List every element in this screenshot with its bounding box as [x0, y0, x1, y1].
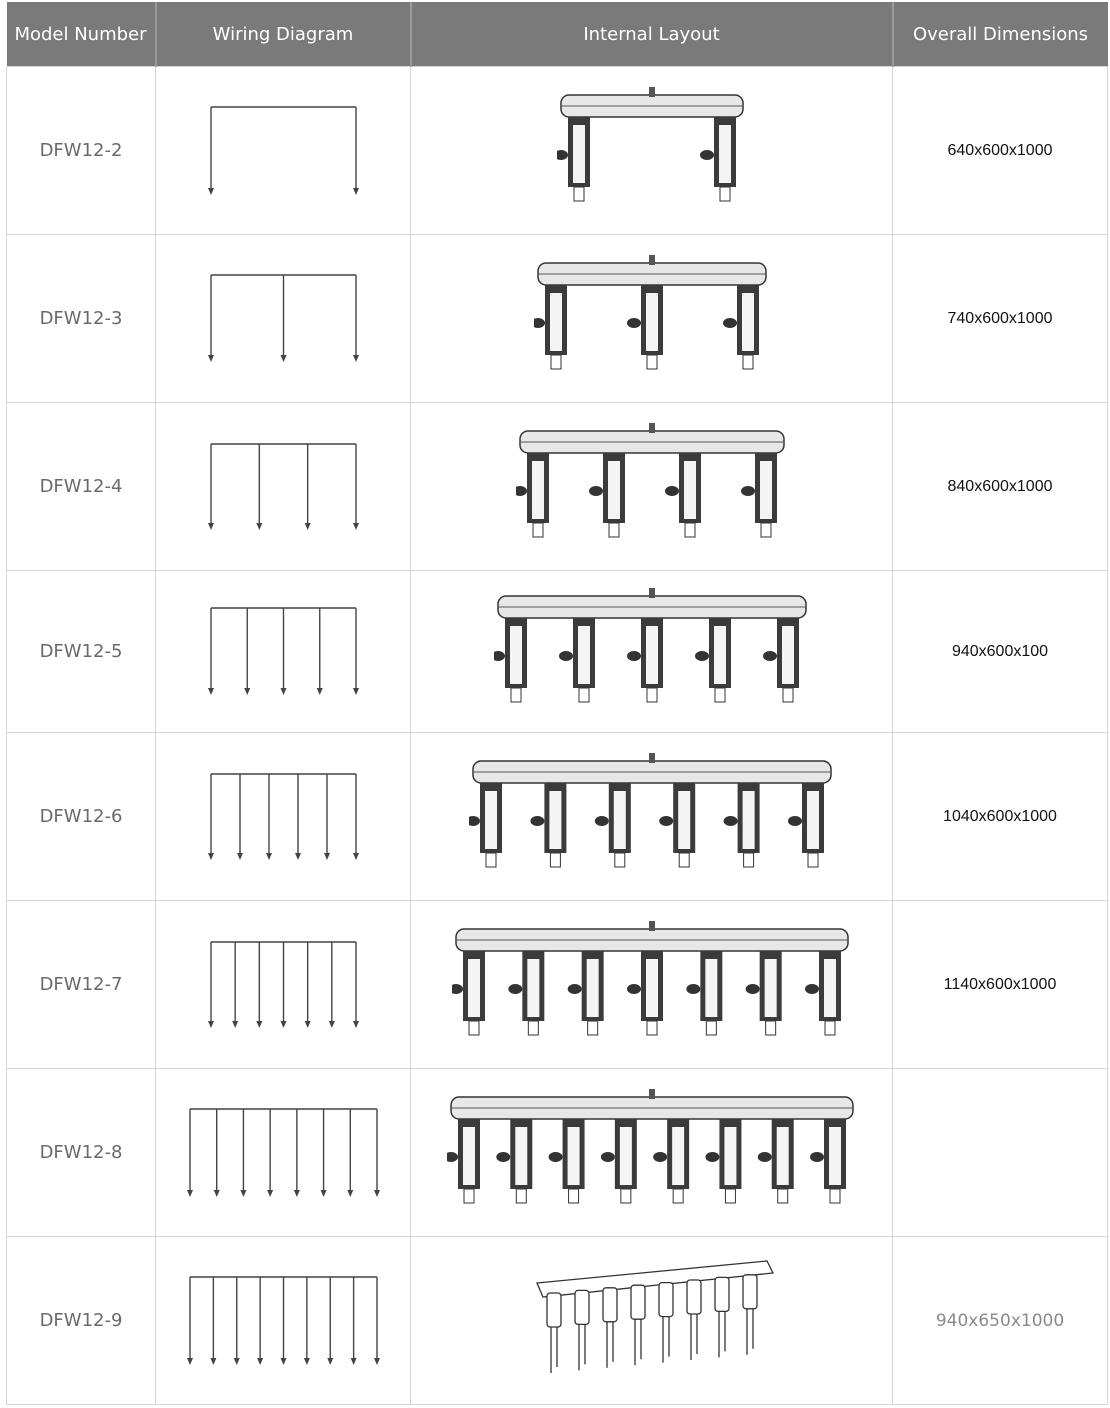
arrow-icon [295, 853, 301, 860]
busbar-terminal [649, 921, 655, 931]
cable-terminal [647, 688, 657, 702]
insulator-window [776, 1127, 788, 1185]
bracket-icon [594, 816, 608, 826]
bracket-icon [530, 816, 544, 826]
arrow-icon [208, 355, 214, 362]
model-number-cell: DFW12-4 [7, 403, 156, 571]
insulator-window [646, 293, 658, 351]
wiring-diagram-icon [186, 1275, 381, 1367]
insulator-body [575, 1290, 589, 1324]
arrow-icon [208, 853, 214, 860]
insulator-window [463, 1127, 475, 1185]
overall-dimensions-cell: 940x650x1000 [893, 1237, 1108, 1405]
wiring-diagram-cell [156, 901, 411, 1069]
wiring-diagram-icon [207, 772, 360, 862]
insulator-body [659, 1283, 673, 1317]
cable-branch-unit-drawing [557, 83, 747, 218]
wiring-diagram-cell [156, 235, 411, 403]
insulator-window [646, 626, 658, 684]
cable-branch-unit-drawing [527, 1253, 777, 1388]
table-row [7, 733, 1108, 901]
busbar-terminal [649, 753, 655, 763]
bracket-icon [741, 486, 755, 496]
arrow-icon [316, 688, 322, 695]
arrow-icon [293, 1190, 299, 1197]
cable-terminal [587, 1021, 597, 1035]
insulator-window [782, 626, 794, 684]
header-internal-layout: Internal Layout [411, 2, 893, 67]
wiring-diagram-icon [207, 273, 360, 364]
cable-terminal [464, 1189, 474, 1203]
wiring-diagram-cell [156, 1237, 411, 1405]
cable-branch-unit-drawing [534, 251, 770, 386]
arrow-icon [256, 1021, 262, 1028]
arrow-icon [267, 1190, 273, 1197]
insulator-body [715, 1277, 729, 1311]
arrow-icon [237, 853, 243, 860]
insulator-window [724, 1127, 736, 1185]
cable-branch-unit-drawing [516, 419, 788, 554]
cable-terminal [715, 688, 725, 702]
insulator-window [760, 461, 772, 519]
model-number-cell: DFW12-9 [7, 1237, 156, 1405]
insulator-window [586, 959, 598, 1017]
cable-terminal [830, 1189, 840, 1203]
insulator-window [646, 959, 658, 1017]
internal-layout-cell [411, 235, 893, 403]
cable-terminal [579, 688, 589, 702]
table-row [7, 901, 1108, 1069]
busbar-terminal [649, 87, 655, 97]
arrow-icon [280, 1021, 286, 1028]
insulator-window [678, 791, 690, 849]
specification-table [6, 2, 1108, 1405]
arrow-icon [353, 188, 359, 195]
arrow-icon [280, 688, 286, 695]
arrow-icon [304, 1021, 310, 1028]
cable-terminal [777, 1189, 787, 1203]
bracket-icon [447, 1152, 458, 1162]
bracket-icon [695, 651, 709, 661]
bracket-icon [627, 651, 641, 661]
table-row [7, 1237, 1108, 1405]
insulator-window [829, 1127, 841, 1185]
bracket-icon [665, 486, 679, 496]
overall-dimensions-cell: 840x600x1000 [893, 403, 1108, 571]
cable-terminal [614, 853, 624, 867]
wiring-diagram-icon [207, 442, 360, 532]
model-number-cell: DFW12-5 [7, 571, 156, 733]
cable-terminal [743, 853, 753, 867]
cable-terminal [765, 1021, 775, 1035]
busbar-housing [537, 1261, 773, 1297]
model-number-cell: DFW12-8 [7, 1069, 156, 1237]
arrow-icon [347, 1190, 353, 1197]
insulator-window [684, 461, 696, 519]
wiring-diagram-cell [156, 403, 411, 571]
arrow-icon [327, 1358, 333, 1365]
cable-branch-unit-drawing [447, 1085, 857, 1220]
cable-terminal [808, 853, 818, 867]
insulator-window [764, 959, 776, 1017]
arrow-icon [280, 355, 286, 362]
table-row [7, 403, 1108, 571]
arrow-icon [208, 688, 214, 695]
bracket-icon [452, 984, 463, 994]
insulator-window [613, 791, 625, 849]
bracket-icon [559, 651, 573, 661]
internal-layout-cell [411, 1069, 893, 1237]
bracket-icon [659, 816, 673, 826]
internal-layout-cell [411, 571, 893, 733]
bracket-icon [686, 984, 700, 994]
wiring-diagram-icon [207, 940, 360, 1030]
model-number-cell: DFW12-7 [7, 901, 156, 1069]
insulator-body [743, 1275, 757, 1309]
overall-dimensions-cell: 940x600x100 [893, 571, 1108, 733]
arrow-icon [266, 853, 272, 860]
bracket-icon [589, 486, 603, 496]
bracket-icon [810, 1152, 824, 1162]
header-wiring-diagram: Wiring Diagram [156, 2, 411, 67]
bracket-icon [496, 1152, 510, 1162]
arrow-icon [353, 1021, 359, 1028]
bracket-icon [745, 984, 759, 994]
insulator-window [573, 125, 585, 183]
wiring-diagram-cell [156, 1069, 411, 1237]
cable-terminal [743, 355, 753, 369]
overall-dimensions-cell: 1040x600x1000 [893, 733, 1108, 901]
overall-dimensions-cell [893, 1069, 1108, 1237]
bracket-icon [763, 651, 777, 661]
internal-layout-cell [411, 67, 893, 235]
insulator-window [807, 791, 819, 849]
arrow-icon [374, 1358, 380, 1365]
arrow-icon [280, 1358, 286, 1365]
insulator-window [468, 959, 480, 1017]
wiring-diagram-cell [156, 571, 411, 733]
table-row [7, 235, 1108, 403]
bracket-icon [494, 651, 505, 661]
busbar-terminal [649, 1089, 655, 1099]
cable-terminal [679, 853, 689, 867]
arrow-icon [374, 1190, 380, 1197]
bracket-icon [516, 486, 527, 496]
insulator-window [532, 461, 544, 519]
arrow-icon [324, 853, 330, 860]
cable-terminal [550, 853, 560, 867]
arrow-icon [320, 1190, 326, 1197]
bracket-icon [788, 816, 802, 826]
header-row [7, 2, 1108, 67]
bracket-icon [723, 816, 737, 826]
insulator-window [719, 125, 731, 183]
insulator-body [687, 1280, 701, 1314]
busbar-terminal [649, 588, 655, 598]
cable-terminal [568, 1189, 578, 1203]
cable-terminal [647, 1021, 657, 1035]
cable-terminal [761, 523, 771, 537]
cable-terminal [825, 1021, 835, 1035]
arrow-icon [208, 523, 214, 530]
overall-dimensions-cell: 740x600x1000 [893, 235, 1108, 403]
insulator-window [527, 959, 539, 1017]
bracket-icon [757, 1152, 771, 1162]
table-row [7, 1069, 1108, 1237]
cable-terminal [620, 1189, 630, 1203]
overall-dimensions-cell: 1140x600x1000 [893, 901, 1108, 1069]
insulator-window [515, 1127, 527, 1185]
internal-layout-cell [411, 733, 893, 901]
arrow-icon [353, 688, 359, 695]
cable-branch-unit-drawing [469, 749, 835, 884]
insulator-window [824, 959, 836, 1017]
bracket-icon [627, 318, 641, 328]
arrow-icon [213, 1190, 219, 1197]
cable-terminal [783, 688, 793, 702]
arrow-icon [328, 1021, 334, 1028]
model-number-cell: DFW12-2 [7, 67, 156, 235]
bracket-icon [653, 1152, 667, 1162]
insulator-window [714, 626, 726, 684]
wiring-diagram-cell [156, 67, 411, 235]
bracket-icon [700, 150, 714, 160]
arrow-icon [350, 1358, 356, 1365]
overall-dimensions-cell: 640x600x1000 [893, 67, 1108, 235]
cable-terminal [551, 355, 561, 369]
cable-terminal [516, 1189, 526, 1203]
bracket-icon [548, 1152, 562, 1162]
model-number-cell: DFW12-6 [7, 733, 156, 901]
cable-branch-unit-drawing [494, 584, 810, 719]
bracket-icon [627, 984, 641, 994]
arrow-icon [208, 1021, 214, 1028]
bracket-icon [557, 150, 568, 160]
model-number-cell: DFW12-3 [7, 235, 156, 403]
insulator-window [742, 293, 754, 351]
bracket-icon [600, 1152, 614, 1162]
arrow-icon [187, 1190, 193, 1197]
arrow-icon [304, 523, 310, 530]
bracket-icon [469, 816, 480, 826]
bracket-icon [723, 318, 737, 328]
insulator-window [550, 293, 562, 351]
insulator-window [510, 626, 522, 684]
arrow-icon [353, 355, 359, 362]
bracket-icon [805, 984, 819, 994]
wiring-diagram-icon [207, 105, 360, 197]
cable-terminal [609, 523, 619, 537]
table-row [7, 571, 1108, 733]
insulator-window [567, 1127, 579, 1185]
wiring-diagram-icon [186, 1107, 381, 1199]
header-overall-dimensions: Overall Dimensions [893, 2, 1108, 67]
bracket-icon [508, 984, 522, 994]
insulator-window [619, 1127, 631, 1185]
arrow-icon [353, 523, 359, 530]
cable-terminal [469, 1021, 479, 1035]
cable-branch-unit-drawing [452, 917, 852, 1052]
cable-terminal [486, 853, 496, 867]
arrow-icon [353, 853, 359, 860]
bracket-icon [705, 1152, 719, 1162]
insulator-body [603, 1288, 617, 1322]
arrow-icon [257, 1358, 263, 1365]
arrow-icon [187, 1358, 193, 1365]
insulator-window [485, 791, 497, 849]
cable-terminal [574, 187, 584, 201]
insulator-window [672, 1127, 684, 1185]
arrow-icon [232, 1021, 238, 1028]
insulator-window [742, 791, 754, 849]
insulator-body [631, 1285, 645, 1319]
perspective-unit-drawing [537, 1261, 773, 1373]
wiring-diagram-cell [156, 733, 411, 901]
cable-terminal [720, 187, 730, 201]
cable-terminal [528, 1021, 538, 1035]
table-row [7, 67, 1108, 235]
cable-terminal [647, 355, 657, 369]
insulator-body [547, 1293, 561, 1327]
cable-terminal [511, 688, 521, 702]
cable-terminal [533, 523, 543, 537]
bracket-icon [534, 318, 545, 328]
busbar-terminal [649, 423, 655, 433]
arrow-icon [303, 1358, 309, 1365]
wiring-diagram-icon [207, 606, 360, 697]
arrow-icon [240, 1190, 246, 1197]
internal-layout-cell [411, 901, 893, 1069]
arrow-icon [233, 1358, 239, 1365]
arrow-icon [210, 1358, 216, 1365]
cable-terminal [673, 1189, 683, 1203]
insulator-window [578, 626, 590, 684]
insulator-window [608, 461, 620, 519]
header-model-number: Model Number [7, 2, 156, 67]
cable-terminal [725, 1189, 735, 1203]
bracket-icon [567, 984, 581, 994]
arrow-icon [244, 688, 250, 695]
insulator-window [705, 959, 717, 1017]
insulator-window [549, 791, 561, 849]
cable-terminal [685, 523, 695, 537]
cable-terminal [706, 1021, 716, 1035]
busbar-terminal [649, 255, 655, 265]
arrow-icon [256, 523, 262, 530]
arrow-icon [208, 188, 214, 195]
internal-layout-cell [411, 1237, 893, 1405]
internal-layout-cell [411, 403, 893, 571]
